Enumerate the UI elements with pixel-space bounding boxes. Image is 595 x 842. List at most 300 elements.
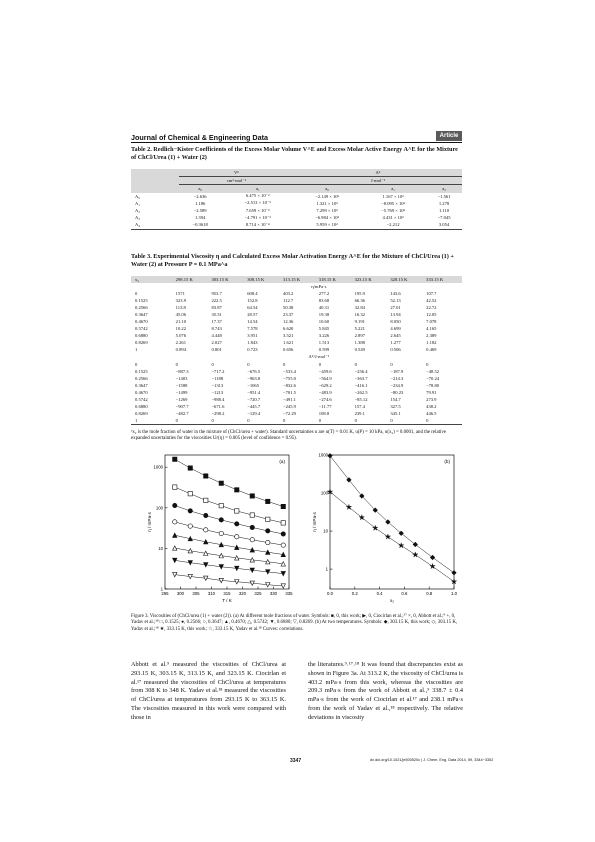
y-tick-label: 10 (158, 545, 163, 551)
data-point (204, 498, 208, 502)
table-row (131, 375, 462, 382)
t3-column-header: 328.15 K (390, 277, 408, 283)
table-cell: 8.050 (390, 319, 401, 325)
table-cell: −1269 (175, 396, 188, 402)
table-cell: −483.9 (318, 389, 332, 395)
table-cell: 1.278 (438, 200, 450, 206)
data-point (266, 499, 270, 503)
table-cell: 10.22 (175, 326, 187, 332)
t3-unit-ae-row (131, 354, 462, 361)
figure-3 (131, 451, 462, 611)
table-cell: 403.2 (283, 291, 294, 297)
table-cell: 239.1 (354, 410, 365, 416)
table-cell: −363.7 (354, 375, 368, 381)
y-tick-label: 1 (325, 566, 328, 572)
figure-panel-a (147, 455, 293, 603)
table-cell: 2.389 (426, 333, 437, 339)
t2-group-ve: Vᴱ (179, 169, 294, 177)
t3-unit-eta-row (131, 283, 462, 290)
y-tick-label: 100 (155, 505, 163, 511)
table-cell: 0.3647 (135, 382, 148, 388)
table-row (131, 290, 462, 297)
table-cell: 1 (135, 417, 138, 423)
data-point (173, 485, 177, 489)
x-tick-label: 315 (223, 591, 231, 596)
t3-column-header: 323.15 K (354, 277, 372, 283)
table-cell: 0.3647 (135, 312, 148, 318)
x-tick-label: 325 (254, 591, 262, 596)
table-cell: A₁ (135, 200, 140, 206)
table-cell: −78.80 (426, 382, 440, 388)
t2-coef-header: a₂ (442, 186, 446, 192)
table-cell: 273.9 (426, 396, 437, 402)
panel-label: (b) (444, 459, 450, 464)
table-cell: 32.84 (354, 305, 365, 311)
table-row (131, 221, 462, 229)
x-axis-label: T / K (222, 598, 232, 603)
table-cell: 0.4670 (135, 389, 148, 395)
table-cell: 42.52 (426, 298, 437, 304)
table-cell: −1403 (175, 375, 188, 381)
table-cell: −70.24 (426, 375, 440, 381)
x-tick-label: 300 (176, 591, 185, 596)
table-cell (131, 283, 176, 290)
table-cell: 953.7 (211, 291, 222, 297)
plot-frame (330, 455, 454, 589)
t2-group-ae: Aᴱ (294, 169, 462, 177)
table-cell: −1213 (211, 389, 224, 395)
table-cell: 5.845 (318, 326, 330, 332)
table-cell: 0 (135, 361, 138, 367)
x-tick-label: 310 (207, 591, 216, 596)
table-cell: −459.6 (318, 368, 332, 374)
data-point (188, 509, 192, 513)
table-cell: −5.769 × 10² (381, 208, 405, 214)
data-point (188, 524, 192, 528)
data-point (235, 509, 239, 513)
x-tick-label: 0.4 (376, 591, 383, 596)
table-cell: −887.3 (175, 368, 189, 374)
table-cell (131, 354, 176, 361)
table-cell: 0 (390, 361, 393, 367)
table-cell: 0.8269 (135, 340, 148, 346)
table-cell: 21.10 (175, 319, 187, 325)
table-cell: 83.68 (318, 298, 330, 304)
y-tick-label: 1 (160, 586, 163, 592)
data-point (188, 492, 192, 496)
y-tick-label: 1000 (318, 452, 328, 458)
table-cell: 0 (247, 361, 250, 367)
table-row (131, 311, 462, 318)
table-row (131, 361, 462, 368)
table-cell: 79.91 (426, 389, 437, 395)
x-tick-label: 0.2 (351, 591, 358, 596)
table-cell: −2.513 × 10⁻³ (244, 200, 271, 206)
table-cell: 0.506 (390, 347, 401, 353)
table-cell: 8.743 (211, 326, 222, 332)
table-cell: 0 (135, 291, 138, 297)
t2-coef-header: a₁ (255, 186, 260, 192)
x-tick-label: 305 (192, 591, 200, 596)
table-cell: 0.723 (247, 347, 258, 353)
table-cell: 0.6880 (135, 403, 148, 409)
t3-column-header: 298.15 K (175, 277, 193, 283)
table-cell: 4.448 (211, 333, 222, 339)
table-cell: 22.72 (426, 305, 437, 311)
table-cell: −720.7 (247, 396, 261, 402)
table-cell: 1.388 (354, 340, 365, 346)
table-cell: −445.7 (247, 403, 261, 409)
data-point (235, 535, 239, 539)
table-cell: 0.5742 (135, 326, 148, 332)
plot-frame (165, 455, 289, 589)
table-cell: 7.659 × 10⁻³ (245, 207, 270, 213)
t2-coef-header: a₁ (391, 186, 395, 192)
table-cell: 5.076 (175, 333, 187, 339)
table-cell: 0.2566 (135, 305, 148, 311)
table-cell: 108.8 (318, 410, 330, 416)
table-cell: 0.801 (211, 347, 222, 353)
table-cell: 52.13 (390, 298, 401, 304)
t2-coef-header: a₀ (198, 186, 202, 192)
data-point (173, 520, 177, 524)
data-point (281, 543, 285, 547)
table-cell: 5.959 × 10² (316, 222, 338, 228)
table-row (131, 297, 462, 304)
table-cell: 112.7 (283, 298, 294, 304)
data-point (204, 513, 208, 517)
table-cell: 4.431 × 10² (382, 215, 404, 221)
table-cell: −2.212 (386, 222, 400, 228)
table-cell: 0 (283, 417, 286, 423)
table-cell: −1499 (175, 389, 188, 395)
table-cell: 608.4 (247, 291, 258, 297)
table-cell: −832.6 (283, 382, 296, 388)
data-point (281, 521, 285, 525)
data-point (250, 538, 254, 542)
table-cell: 66.36 (354, 298, 365, 304)
table-cell: 0 (390, 417, 393, 423)
table-cell: 64.54 (247, 305, 258, 311)
x-tick-label: 1.0 (451, 591, 457, 596)
data-point (235, 522, 239, 526)
table-cell: 7.299 × 10² (316, 208, 338, 214)
table-cell: −701.5 (283, 389, 296, 395)
table-cell: 107.7 (426, 291, 437, 297)
table-cell: 0.6880 (135, 333, 148, 339)
unit-label: Aᴱ/J·mol⁻¹ (308, 354, 330, 360)
panel-label: (a) (279, 459, 285, 464)
table-row (131, 332, 462, 339)
table-cell: 27.01 (390, 305, 401, 311)
table-cell: 0.1525 (135, 368, 148, 374)
table-cell: −214.3 (390, 375, 404, 381)
table-cell: 8.714 × 10⁻⁴ (245, 221, 270, 227)
t3-column-header: x₂ (135, 277, 139, 283)
table-cell: 2.645 (390, 333, 401, 339)
table-cell: 1.621 (283, 340, 294, 346)
table-cell: 0 (175, 417, 178, 423)
table-cell: −80.23 (390, 389, 404, 395)
table-cell: 6.620 (283, 326, 294, 332)
data-point (266, 529, 270, 533)
figure-panel-b (312, 453, 458, 604)
table-row (131, 325, 462, 332)
table-cell: A₃ (135, 215, 140, 221)
data-point (173, 503, 177, 507)
table-cell: 323.9 (175, 298, 187, 304)
table-cell: 152.8 (247, 298, 258, 304)
table-cell: 4.165 (426, 326, 437, 332)
figure-caption: Figure 3. Viscosities of (ChCl/urea (1) + water (2)). (a) At different mole fractions of water. Symbols: ■, 0, this work; ▶, 0, Ciocirlan et al.;¹⁷ ×, 0, Abbott et al.;⁹ +, 0, Yadav et al.;¹⁸ □, 0.1525; ●, 0.2566; ○, 0.3647; ▲, 0.4670; △, 0.5742; ▼, 0.6880; ▽, 0.8269. (b) At two temperatures. Symbols: ◆, 303.15 K, this work; ◇, 303.15 K, Yadav et al.;¹⁸ ★, 333.15 K, this work; ☆, 333.15 K, Yadav et al.¹⁸ Curves: correlations. (131, 614, 458, 632)
table-cell: 1.186 (194, 200, 206, 206)
table-cell: 0.469 (426, 347, 437, 353)
table-cell: −755.0 (283, 375, 296, 381)
table-cell: −2.149 × 10³ (315, 193, 339, 199)
data-point (219, 531, 223, 535)
table-cell: 3.951 (247, 333, 258, 339)
table-cell: −1588 (175, 382, 188, 388)
table-cell: 2.261 (175, 340, 187, 346)
table-cell: −8.095 × 10² (381, 200, 405, 206)
table-row (131, 382, 462, 389)
data-point (281, 532, 285, 536)
data-point (266, 517, 270, 521)
table-cell: 0.4670 (135, 319, 148, 325)
table-row (131, 339, 462, 346)
table-cell: 0.894 (175, 347, 187, 353)
table-cell: −85.12 (354, 396, 368, 402)
table-cell: −416.1 (354, 382, 368, 388)
table-cell: 28.57 (247, 312, 258, 318)
table-cell: 1 (135, 347, 138, 353)
table-cell: −0.3618 (192, 222, 208, 228)
table-cell: −491.1 (283, 396, 296, 402)
table2-caption: Table 2. Redlich−Kister Coefficients of the Excess Molar Volume V^E and Excess Molar Active Energy A^E for the Mixture of ChCl/Urea (1) + Water (2) (131, 146, 458, 161)
table-cell: 3.226 (318, 333, 330, 339)
table-cell: 0 (354, 417, 357, 423)
t3-column-header: 303.15 K (211, 277, 229, 283)
table-cell: 13.94 (390, 312, 401, 318)
table-cell: −564.9 (318, 375, 332, 381)
t2-coef-header: a₀ (325, 186, 329, 192)
table-cell: 446.5 (426, 410, 437, 416)
y-tick-label: 1000 (153, 464, 163, 470)
x-tick-label: 335 (285, 591, 293, 596)
table-cell: 0 (426, 361, 429, 367)
data-point (250, 525, 254, 529)
table-cell: 0 (247, 417, 250, 423)
table-cell: 7.078 (426, 319, 437, 325)
data-point (173, 457, 177, 461)
table-cell: 154.7 (390, 396, 401, 402)
data-point (204, 474, 208, 478)
x-tick-label: 295 (161, 591, 169, 596)
table-row (131, 200, 462, 207)
table-cell: 0 (318, 361, 322, 367)
x-axis-label: x₂ (389, 598, 395, 603)
table3-caption: Table 3. Experimental Viscosity η and Calculated Excess Molar Activation Energy A^E for the Mixture of ChCl/Urea (1) + Water (2) at Pressure P = 0.1 MPa^a (131, 253, 454, 268)
data-point (250, 513, 254, 517)
data-point (188, 466, 192, 470)
table-cell: 1.394 (194, 215, 206, 221)
data-point (266, 540, 270, 544)
table-cell: 10.60 (318, 319, 330, 325)
table-cell: 0 (211, 361, 214, 367)
table-cell: 345.1 (390, 410, 401, 416)
data-point (219, 518, 223, 522)
table-cell: 2.897 (354, 333, 365, 339)
doi-citation: dx.doi.org/10.1021/je500520c | J. Chem. Eng. Data 2014, 59, 3344−3352 (370, 758, 494, 762)
table-cell: 1.167 × 10³ (382, 193, 404, 199)
table-cell: 14.54 (247, 319, 258, 325)
table-row (131, 214, 462, 221)
table-cell: 4.699 (390, 326, 401, 332)
table-row (131, 193, 462, 200)
table-row (131, 207, 462, 214)
table-cell: 0.656 (283, 347, 294, 353)
table-cell: A₄ (135, 222, 140, 228)
table-cell: 9.191 (354, 319, 365, 325)
table-cell: 0 (175, 361, 178, 367)
table-cell: −48.52 (426, 368, 440, 374)
table-cell: −187.9 (390, 368, 404, 374)
body-column-2: the literatures.⁹˒¹⁷˒¹⁸ It was found that discrepancies exist as shown in Figure 3a. At 313.2 K, the viscosity of ChCl/urea is 403.2 mPa·s from this work, whereas the viscosities are 209.3 mPa·s from the work of Abbott et al.,⁹ 338.7 ± 0.4 mPa·s from the work of Ciocirlan et al.¹⁷ and 238.1 mPa·s from the work of Yadav et al.,¹⁸ respectively. The relative deviations in viscosity (308, 661, 463, 721)
table-cell: 0.5742 (135, 396, 148, 402)
table-cell: −6.984 × 10² (315, 215, 339, 221)
data-point (250, 494, 254, 498)
table-cell: −951.4 (247, 389, 261, 395)
table-cell: −72.29 (283, 410, 296, 416)
table-cell: 0 (318, 417, 322, 423)
table-row (131, 346, 462, 353)
table-cell: −129.4 (247, 410, 261, 416)
table-cell: −7.045 (437, 215, 451, 221)
table-cell: −1188 (211, 375, 224, 381)
table-cell: −1313 (211, 382, 224, 388)
table-cell: −963.8 (247, 375, 261, 381)
unit-label: η/mPa·s (311, 284, 327, 290)
table-cell: 23.37 (283, 312, 294, 318)
table-cell: −482.7 (175, 410, 189, 416)
t2-unit-ve: cm³·mol⁻¹ (179, 177, 294, 185)
table-row (131, 396, 462, 403)
y-axis-label: η / mPa·s (312, 512, 317, 532)
table-cell: 438.2 (426, 403, 437, 409)
t3-column-header: 308.15 K (247, 277, 265, 283)
article-badge: Article (436, 131, 462, 141)
table-cell: 5.221 (354, 326, 365, 332)
table-row (131, 403, 462, 410)
table-cell: −298.2 (211, 410, 225, 416)
table-cell: −1.561 (437, 193, 451, 199)
journal-title: Journal of Chemical & Engineering Data (131, 133, 268, 142)
table-cell: 1.321 × 10³ (316, 200, 338, 206)
table-row (131, 368, 462, 375)
table-row (131, 410, 462, 417)
table-cell: 12.36 (283, 319, 294, 325)
t2-unit-ae: J·mol⁻¹ (294, 177, 462, 185)
table3-footnote: ᵃx₂ is the mole fraction of water in the mixture of (ChCl/urea + water). Standard uncertainties u are u(T) = 0.01 K, u(P) = 10 kPa, u(x₂) = 0.0001, and the relative expanded uncertainties for the viscosities Ur(η) = 0.005 (level of confidence = 0.95). (131, 430, 446, 442)
table-cell: −256.4 (354, 368, 368, 374)
table-cell: 1.277 (390, 340, 401, 346)
table-cell: −274.6 (318, 396, 332, 402)
table-cell: 83.87 (211, 305, 222, 311)
table-cell: 1.182 (426, 340, 437, 346)
table-cell: −717.2 (211, 368, 225, 374)
table-cell: −2.636 (193, 193, 207, 199)
data-point (235, 488, 239, 492)
table-cell: 50.38 (283, 305, 294, 311)
table-cell: 113.8 (175, 305, 186, 311)
table-cell: A₀ (135, 193, 140, 199)
table-cell: −533.4 (283, 368, 296, 374)
table-cell: −907.7 (175, 403, 189, 409)
t3-column-header: 318.15 K (318, 277, 336, 283)
table-cell: 0.1525 (135, 298, 148, 304)
table-cell: 16.32 (354, 312, 365, 318)
table2 (131, 169, 462, 230)
table-cell: 143.6 (390, 291, 401, 297)
table-cell: 1.110 (438, 208, 450, 214)
table-cell: 327.5 (390, 403, 401, 409)
data-point (281, 504, 285, 508)
table-cell: 17.37 (211, 319, 222, 325)
table-cell: 1571 (175, 291, 185, 297)
table-cell: 222.5 (211, 298, 222, 304)
table-row (131, 417, 462, 425)
x-tick-label: 0.8 (426, 591, 433, 596)
table-cell: −2.589 (193, 208, 207, 214)
data-point (219, 481, 223, 485)
table-cell: 0.549 (354, 347, 365, 353)
table-cell: −671.6 (211, 403, 225, 409)
data-point (219, 504, 223, 508)
table-cell: 2.027 (211, 340, 222, 346)
data-point (204, 528, 208, 532)
table-cell: 0 (283, 361, 286, 367)
table-row (131, 318, 462, 325)
table-cell: 45.06 (175, 312, 187, 318)
table-cell: −1065 (247, 382, 260, 388)
y-tick-label: 10 (323, 528, 328, 534)
table-row (131, 389, 462, 396)
table-cell: 157.4 (354, 403, 365, 409)
table-cell: −245.9 (283, 403, 296, 409)
table-cell: 0.8269 (135, 410, 148, 416)
page-number: 3347 (290, 758, 302, 764)
table3 (131, 276, 462, 425)
body-column-1: Abbott et al.⁹ measured the viscosities of ChCl/urea at 293.15 K, 303.15 K, 313.15 K, and 323.15 K. Ciocirlan et al.¹⁷ measured the viscosities of ChCl/urea at temperatures from 308 K to 348 K. Yadav et al.¹⁸ measured the viscosities of ChCl/urea at temperatures from 293.15 K to 363.15 K. The viscosities measured in this work were compared with those in (131, 661, 286, 721)
table-cell: −988.4 (211, 396, 225, 402)
table-cell: 19.38 (318, 312, 330, 318)
table-cell: 3.521 (283, 333, 294, 339)
table-cell: 3.054 (438, 222, 450, 228)
t2-coef-blank (131, 185, 179, 193)
t3-column-header: 313.15 K (283, 277, 301, 283)
table-cell: 277.2 (318, 291, 330, 297)
x-tick-label: 330 (269, 591, 278, 596)
x-tick-label: 320 (238, 591, 247, 596)
table-cell: 40.31 (318, 305, 330, 311)
t3-column-header: 333.15 K (426, 277, 444, 283)
header-rule (131, 142, 462, 143)
table-cell: −4.791 × 10⁻³ (244, 214, 271, 220)
table-cell: −262.5 (354, 389, 368, 395)
table-cell: A₂ (135, 208, 140, 214)
x-tick-label: 0.0 (327, 591, 333, 596)
table-cell: 0.2566 (135, 375, 148, 381)
